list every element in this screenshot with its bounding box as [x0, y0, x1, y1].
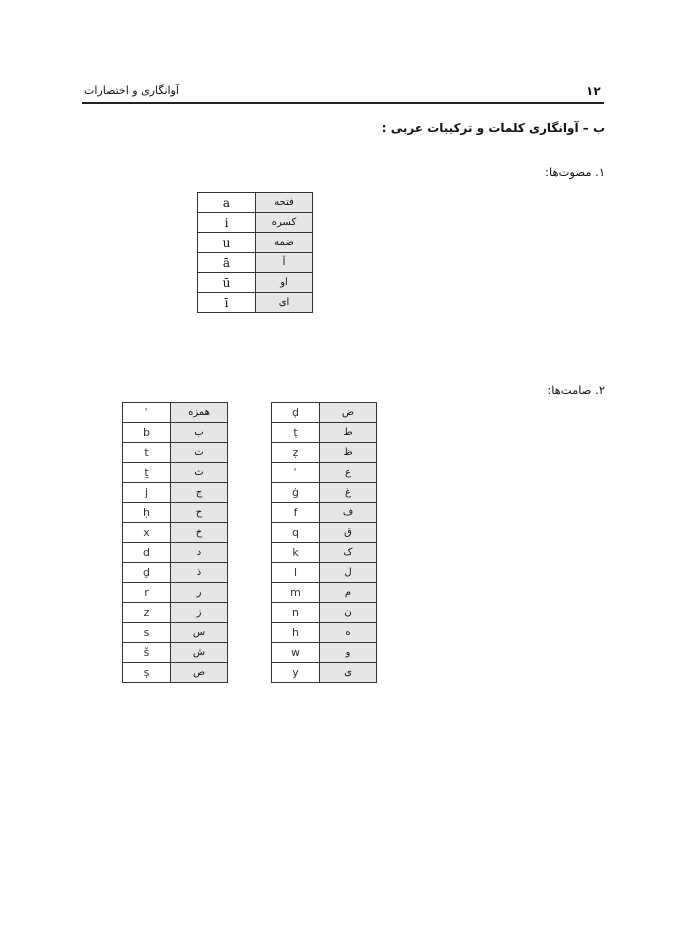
- vowel-latin: ū: [198, 273, 256, 293]
- consonants-heading: ٢. صامت‌ها:: [547, 383, 605, 397]
- header-rule: [82, 102, 604, 104]
- table-row: [123, 623, 228, 643]
- consonant-arabic: ه: [320, 623, 377, 643]
- table-row: [272, 463, 377, 483]
- table-row: [272, 423, 377, 443]
- table-row: [123, 543, 228, 563]
- table-row: [198, 273, 313, 293]
- consonant-arabic: ج: [171, 483, 228, 503]
- consonant-arabic: ز: [171, 603, 228, 623]
- consonant-latin: ṣ: [123, 663, 171, 683]
- table-row: [272, 403, 377, 423]
- table-row: [272, 503, 377, 523]
- table-row: [123, 663, 228, 683]
- consonant-latin: y: [272, 663, 320, 683]
- consonant-latin: q: [272, 523, 320, 543]
- consonant-arabic: ث: [171, 463, 228, 483]
- page-number: ١٢: [586, 84, 601, 98]
- table-row: [272, 563, 377, 583]
- table-row: [123, 523, 228, 543]
- consonant-latin: t: [123, 443, 171, 463]
- consonant-latin: w: [272, 643, 320, 663]
- table-row: [272, 603, 377, 623]
- consonant-arabic: ح: [171, 503, 228, 523]
- section-title: ب – آوانگاری کلمات و ترکیبات عربی :: [381, 121, 605, 135]
- running-head: آوانگاری و اختصارات: [84, 84, 179, 97]
- consonant-latin: ḏ: [123, 563, 171, 583]
- consonants-table-left: [122, 402, 228, 683]
- table-row: [198, 233, 313, 253]
- consonant-arabic: د: [171, 543, 228, 563]
- consonant-arabic: ر: [171, 583, 228, 603]
- consonant-latin: z: [123, 603, 171, 623]
- consonant-latin: l: [272, 563, 320, 583]
- consonant-latin: x: [123, 523, 171, 543]
- consonant-latin: ʿ: [272, 463, 320, 483]
- consonant-arabic: ش: [171, 643, 228, 663]
- consonant-arabic: ت: [171, 443, 228, 463]
- table-row: [272, 623, 377, 643]
- vowel-arabic: کسره: [256, 213, 313, 233]
- consonant-arabic: ض: [320, 403, 377, 423]
- consonant-latin: k: [272, 543, 320, 563]
- consonant-arabic: ی: [320, 663, 377, 683]
- vowel-arabic: آ: [256, 253, 313, 273]
- consonant-arabic: غ: [320, 483, 377, 503]
- vowel-arabic: فتحه: [256, 193, 313, 213]
- table-row: [123, 423, 228, 443]
- consonant-latin: ġ: [272, 483, 320, 503]
- consonant-latin: ṭ: [272, 423, 320, 443]
- table-row: [272, 663, 377, 683]
- consonant-arabic: همزه: [171, 403, 228, 423]
- table-row: [272, 583, 377, 603]
- consonant-arabic: ظ: [320, 443, 377, 463]
- consonant-arabic: م: [320, 583, 377, 603]
- consonant-latin: ẓ: [272, 443, 320, 463]
- consonant-arabic: ع: [320, 463, 377, 483]
- consonant-arabic: ط: [320, 423, 377, 443]
- consonant-latin: r: [123, 583, 171, 603]
- consonant-arabic: ص: [171, 663, 228, 683]
- consonant-latin: d: [123, 543, 171, 563]
- vowel-latin: ī: [198, 293, 256, 313]
- consonant-latin: j: [123, 483, 171, 503]
- consonant-latin: ḍ: [272, 403, 320, 423]
- vowel-arabic: ای: [256, 293, 313, 313]
- table-row: [123, 643, 228, 663]
- table-row: [272, 523, 377, 543]
- table-row: [198, 213, 313, 233]
- consonant-arabic: س: [171, 623, 228, 643]
- table-row: [198, 253, 313, 273]
- consonant-latin: h: [272, 623, 320, 643]
- table-row: [272, 643, 377, 663]
- vowel-arabic: ضمه: [256, 233, 313, 253]
- consonants-table-right: [271, 402, 377, 683]
- consonant-arabic: و: [320, 643, 377, 663]
- consonant-arabic: ب: [171, 423, 228, 443]
- vowel-latin: a: [198, 193, 256, 213]
- consonant-arabic: خ: [171, 523, 228, 543]
- consonant-latin: s: [123, 623, 171, 643]
- table-row: [123, 463, 228, 483]
- consonant-latin: n: [272, 603, 320, 623]
- vowels-heading: ١. مصوت‌ها:: [545, 165, 605, 179]
- table-row: [123, 403, 228, 423]
- table-row: [123, 583, 228, 603]
- consonant-latin: ṯ: [123, 463, 171, 483]
- vowel-arabic: او: [256, 273, 313, 293]
- table-row: [198, 293, 313, 313]
- consonant-arabic: ق: [320, 523, 377, 543]
- consonant-latin: ḥ: [123, 503, 171, 523]
- consonant-arabic: ن: [320, 603, 377, 623]
- vowel-latin: ā: [198, 253, 256, 273]
- table-row: [123, 563, 228, 583]
- table-row: [272, 483, 377, 503]
- consonant-latin: b: [123, 423, 171, 443]
- table-row: [272, 443, 377, 463]
- table-row: [123, 443, 228, 463]
- table-row: [123, 603, 228, 623]
- consonant-latin: š: [123, 643, 171, 663]
- table-row: [123, 483, 228, 503]
- table-row: [123, 503, 228, 523]
- table-row: [198, 193, 313, 213]
- vowel-latin: i: [198, 213, 256, 233]
- consonant-arabic: ذ: [171, 563, 228, 583]
- consonant-latin: f: [272, 503, 320, 523]
- consonant-arabic: ل: [320, 563, 377, 583]
- table-row: [272, 543, 377, 563]
- consonant-arabic: ک: [320, 543, 377, 563]
- consonant-arabic: ف: [320, 503, 377, 523]
- consonant-latin: ʾ: [123, 403, 171, 423]
- vowels-table: [197, 192, 313, 313]
- consonant-latin: m: [272, 583, 320, 603]
- vowel-latin: u: [198, 233, 256, 253]
